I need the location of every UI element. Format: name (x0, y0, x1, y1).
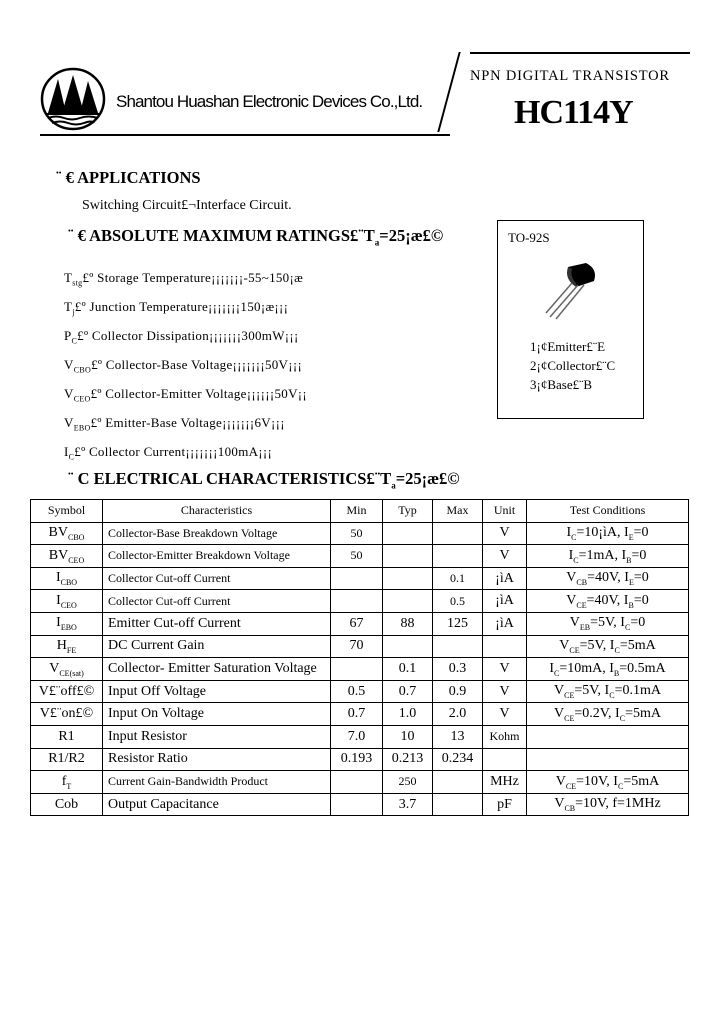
rating-row (64, 415, 285, 433)
cell-unit: ¡ìA (483, 567, 527, 590)
cell-typ: 250 (383, 771, 433, 794)
rating-symbol-sub: CEO (73, 394, 91, 404)
cell-unit: ¡ìA (483, 590, 527, 613)
cell-typ: 0.1 (383, 658, 433, 681)
cell-typ: 3.7 (383, 793, 433, 816)
pin-2: 2¡¢Collector£¨C (530, 358, 616, 373)
col-header: Test Conditions (527, 500, 689, 523)
cell-typ: 0.7 (383, 680, 433, 703)
cell-typ (383, 545, 433, 568)
cell-typ: 10 (383, 725, 433, 748)
cell-characteristic: Collector Cut-off Current (103, 567, 331, 590)
cell-typ (383, 522, 433, 545)
table-row (31, 680, 689, 703)
cell-condition: $I_C=1mA$, $I_B=0$ (527, 545, 689, 568)
cell-characteristic: Input Off Voltage (103, 680, 331, 703)
cell-max: 0.1 (433, 567, 483, 590)
rating-symbol: T (64, 270, 73, 285)
cell-characteristic: Resistor Ratio (103, 748, 331, 771)
cell-unit: ¡ìA (483, 612, 527, 635)
cell-min: 0.5 (331, 680, 383, 703)
cell-max: 0.5 (433, 590, 483, 613)
cell-characteristic: Collector-Emitter Breakdown Voltage (103, 545, 331, 568)
cell-symbol: V£¨on£© (31, 703, 103, 726)
rating-symbol-sub: EBO (73, 423, 91, 433)
cell-symbol: $I_{CBO}$ (31, 567, 103, 590)
cell-typ (383, 567, 433, 590)
cell-symbol: R1/R2 (31, 748, 103, 771)
col-header: Unit (483, 500, 527, 523)
cell-min: 7.0 (331, 725, 383, 748)
cell-unit: pF (483, 793, 527, 816)
cell-min: 50 (331, 522, 383, 545)
rating-symbol-sub: C (68, 452, 75, 462)
pin-1: 1¡¢Emitter£¨E (530, 339, 606, 354)
company-logo (40, 67, 106, 131)
to92-package-icon (536, 255, 606, 325)
cell-characteristic: Output Capacitance (103, 793, 331, 816)
cell-min: 70 (331, 635, 383, 658)
package-box (497, 220, 644, 419)
rating-symbol-sub: stg (72, 278, 83, 288)
cell-min (331, 771, 383, 794)
cell-condition: $V_{CE}=0.2V$, $I_C=5mA$ (527, 703, 689, 726)
cell-max: 0.3 (433, 658, 483, 681)
table-header-row (31, 500, 689, 523)
cell-unit: V (483, 680, 527, 703)
rating-symbol-sub: j (72, 307, 75, 317)
cell-condition: $V_{CB}=40V$, $I_E=0$ (527, 567, 689, 590)
rating-text: £º Storage Temperature¡¡¡¡¡¡¡-55~150¡æ (82, 270, 304, 285)
table-row (31, 725, 689, 748)
part-number: HC114Y (514, 94, 633, 131)
cell-symbol: V£¨off£© (31, 680, 103, 703)
rating-row (64, 386, 307, 404)
cell-unit: V (483, 545, 527, 568)
product-type: NPN DIGITAL TRANSISTOR (470, 68, 670, 84)
cell-max (433, 771, 483, 794)
rating-symbol: V (64, 415, 74, 430)
cell-characteristic: Current Gain-Bandwidth Product (103, 771, 331, 794)
cell-typ: 88 (383, 612, 433, 635)
cell-condition: $I_C=10mA$, $I_B=0.5mA$ (527, 658, 689, 681)
cell-max: 0.234 (433, 748, 483, 771)
package-title: TO-92S (508, 230, 550, 245)
cell-max (433, 793, 483, 816)
cell-symbol: $BV_{CEO}$ (31, 545, 103, 568)
rating-text: £º Junction Temperature¡¡¡¡¡¡¡150¡æ¡¡¡ (74, 299, 289, 314)
col-header: Min (331, 500, 383, 523)
ratings-heading (68, 226, 443, 247)
cell-unit: V (483, 522, 527, 545)
cell-typ (383, 590, 433, 613)
electrical-heading-tail: =25¡æ£© (395, 469, 460, 488)
cell-unit (483, 748, 527, 771)
cell-max: 125 (433, 612, 483, 635)
rating-row (64, 444, 272, 462)
cell-condition (527, 725, 689, 748)
cell-symbol: R1 (31, 725, 103, 748)
table-row (31, 635, 689, 658)
ratings-heading-tail: =25¡æ£© (379, 226, 444, 245)
cell-typ (383, 635, 433, 658)
header-line-slant (437, 52, 460, 132)
rating-text: £º Emitter-Base Voltage¡¡¡¡¡¡¡6V¡¡¡ (90, 415, 285, 430)
company-name: Shantou Huashan Electronic Devices Co.,Ltd. (116, 92, 423, 111)
header-line-top (470, 52, 690, 54)
table-row (31, 590, 689, 613)
col-header: Max (433, 500, 483, 523)
cell-symbol: $BV_{CBO}$ (31, 522, 103, 545)
rating-text: £º Collector-Emitter Voltage¡¡¡¡¡¡50V¡¡ (90, 386, 308, 401)
cell-characteristic: Collector-Base Breakdown Voltage (103, 522, 331, 545)
cell-condition: $V_{CE}=5V$, $I_C=0.1mA$ (527, 680, 689, 703)
cell-characteristic: DC Current Gain (103, 635, 331, 658)
rating-text: £º Collector Current¡¡¡¡¡¡¡100mA¡¡¡ (74, 444, 273, 459)
ratings-heading-main: ¨ € ABSOLUTE MAXIMUM RATINGS£¨T (68, 226, 375, 245)
pin-3: 3¡¢Base£¨B (530, 377, 593, 392)
rating-row (64, 357, 302, 375)
cell-typ: 1.0 (383, 703, 433, 726)
cell-unit (483, 635, 527, 658)
cell-symbol: Cob (31, 793, 103, 816)
cell-symbol: $H_{FE}$ (31, 635, 103, 658)
cell-condition: $V_{CE}=10V$, $I_C=5mA$ (527, 771, 689, 794)
cell-max: 0.9 (433, 680, 483, 703)
cell-min: 0.7 (331, 703, 383, 726)
cell-min (331, 590, 383, 613)
col-header: Typ (383, 500, 433, 523)
col-header: Characteristics (103, 500, 331, 523)
cell-unit: Kohm (483, 725, 527, 748)
cell-max: 2.0 (433, 703, 483, 726)
rating-symbol: T (64, 299, 73, 314)
rating-symbol-sub: CBO (73, 365, 92, 375)
cell-min (331, 658, 383, 681)
rating-text: £º Collector Dissipation¡¡¡¡¡¡¡300mW¡¡¡ (77, 328, 299, 343)
cell-condition: $V_{EB}=5V$, $I_C=0$ (527, 612, 689, 635)
rating-row (64, 328, 299, 346)
table-row (31, 545, 689, 568)
electrical-heading-sub: a (391, 480, 396, 491)
cell-condition: $V_{CB}=10V$, f=1MHz (527, 793, 689, 816)
electrical-table (30, 499, 689, 816)
cell-symbol: $V_{CE(sat)}$ (31, 658, 103, 681)
cell-min: 0.193 (331, 748, 383, 771)
table-row (31, 748, 689, 771)
applications-heading: ¨ € APPLICATIONS (56, 168, 201, 187)
cell-symbol: $I_{CEO}$ (31, 590, 103, 613)
cell-min (331, 567, 383, 590)
cell-characteristic: Emitter Cut-off Current (103, 612, 331, 635)
applications-text: Switching Circuit£¬Interface Circuit. (82, 198, 292, 213)
cell-condition: $I_C=10¡ìA$, $I_E=0$ (527, 522, 689, 545)
cell-max (433, 545, 483, 568)
rating-row (64, 299, 288, 317)
cell-condition (527, 748, 689, 771)
cell-condition: $V_{CE}=5V$, $I_C=5mA$ (527, 635, 689, 658)
rating-row (64, 270, 303, 288)
cell-characteristic: Input Resistor (103, 725, 331, 748)
cell-condition: $V_{CE}=40V$, $I_B=0$ (527, 590, 689, 613)
rating-symbol: V (64, 386, 74, 401)
table-row (31, 567, 689, 590)
rating-symbol: I (64, 444, 69, 459)
table-row (31, 522, 689, 545)
table-row (31, 771, 689, 794)
header-line-bottom (40, 134, 450, 136)
cell-characteristic: Collector- Emitter Saturation Voltage (103, 658, 331, 681)
rating-symbol-sub: C (71, 336, 78, 346)
cell-unit: V (483, 658, 527, 681)
cell-max (433, 635, 483, 658)
cell-unit: V (483, 703, 527, 726)
col-header: Symbol (31, 500, 103, 523)
cell-symbol: $f_T$ (31, 771, 103, 794)
cell-symbol: $I_{EBO}$ (31, 612, 103, 635)
ratings-heading-sub: a (374, 237, 380, 248)
electrical-heading (68, 469, 460, 490)
table-row (31, 658, 689, 681)
cell-max: 13 (433, 725, 483, 748)
electrical-heading-main: ¨ C ELECTRICAL CHARACTERISTICS£¨T (68, 469, 392, 488)
cell-min: 50 (331, 545, 383, 568)
cell-max (433, 522, 483, 545)
cell-unit: MHz (483, 771, 527, 794)
table-row (31, 612, 689, 635)
cell-min (331, 793, 383, 816)
rating-symbol: V (64, 357, 74, 372)
table-row (31, 703, 689, 726)
rating-text: £º Collector-Base Voltage¡¡¡¡¡¡¡50V¡¡¡ (91, 357, 303, 372)
cell-characteristic: Input On Voltage (103, 703, 331, 726)
cell-characteristic: Collector Cut-off Current (103, 590, 331, 613)
cell-min: 67 (331, 612, 383, 635)
table-row (31, 793, 689, 816)
rating-symbol: P (64, 328, 72, 343)
cell-typ: 0.213 (383, 748, 433, 771)
